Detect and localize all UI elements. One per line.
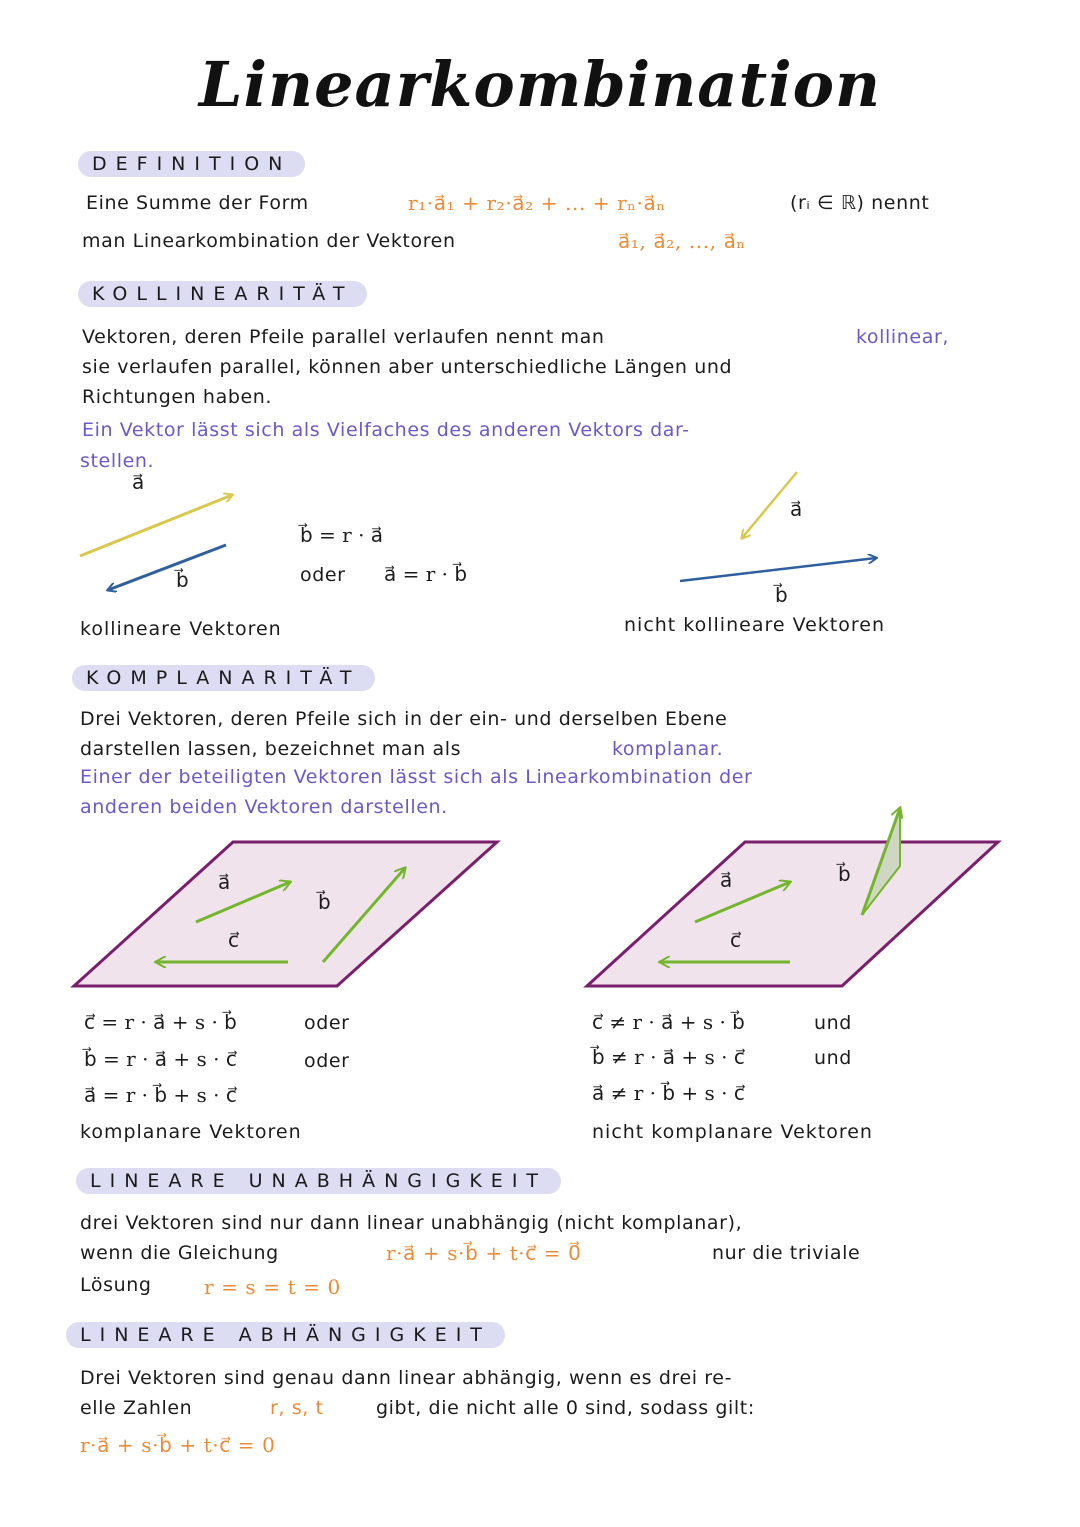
collinear-oder: oder <box>300 564 346 586</box>
noncoplanar-conj-2: und <box>814 1047 852 1069</box>
definition-text-line2: man Linearkombination der Vektoren <box>82 230 456 252</box>
plane-left-label-a: a⃗ <box>218 870 231 894</box>
komplanar-text-1b: darstellen lassen, bezeichnet man als <box>80 738 462 760</box>
abh-equation: r·a⃗ + s·b⃗ + t·c⃗ = 0 <box>80 1433 276 1457</box>
page-title: Linearkombination <box>198 48 882 121</box>
unabh-text-3a: Lösung <box>80 1274 152 1296</box>
collinear-vector-a <box>80 495 232 556</box>
section-header-kollinearitaet: KOLLINEARITÄT <box>78 281 367 307</box>
plane-right <box>587 842 998 986</box>
unabh-text-2a: wenn die Gleichung <box>80 1242 279 1264</box>
caption-noncollinear: nicht kollineare Vektoren <box>624 614 885 636</box>
kollinear-text-1b: sie verlaufen parallel, können aber unterschiedliche Längen und <box>82 356 733 378</box>
komplanar-text-1a: Drei Vektoren, deren Pfeile sich in der ein- und derselben Ebene <box>80 708 728 730</box>
definition-text-line1: Eine Summe der Form <box>86 192 309 214</box>
coplanar-eq-2: b⃗ = r · a⃗ + s · c⃗ <box>84 1047 237 1071</box>
komplanar-text-2b: anderen beiden Vektoren darstellen. <box>80 796 448 818</box>
noncoplanar-eq-2: b⃗ ≠ r · a⃗ + s · c⃗ <box>592 1045 745 1069</box>
kollinear-text-1c: Richtungen haben. <box>82 386 273 408</box>
abh-text-2b: gibt, die nicht alle 0 sind, sodass gilt: <box>376 1397 755 1419</box>
unabh-solution: r = s = t = 0 <box>204 1275 341 1299</box>
definition-vectors: a⃗₁, a⃗₂, ..., a⃗ₙ <box>618 229 746 253</box>
noncollinear-vector-a <box>742 472 797 538</box>
coplanar-eq-1: c⃗ = r · a⃗ + s · b⃗ <box>84 1010 237 1034</box>
abh-text-2a: elle Zahlen <box>80 1397 193 1419</box>
unabh-equation: r·a⃗ + s·b⃗ + t·c⃗ = 0⃗ <box>386 1241 582 1265</box>
collinear-equation-2: a⃗ = r · b⃗ <box>384 562 468 586</box>
noncoplanar-conj-1: und <box>814 1012 852 1034</box>
noncoplanar-eq-1: c⃗ ≠ r · a⃗ + s · b⃗ <box>592 1010 745 1034</box>
unabh-text-2b: nur die triviale <box>712 1242 861 1264</box>
plane-left-label-c: c⃗ <box>228 928 239 952</box>
section-header-komplanaritaet: KOMPLANARITÄT <box>72 665 375 691</box>
plane-left <box>74 842 497 986</box>
caption-collinear: kollineare Vektoren <box>80 618 282 640</box>
collinear-label-a: a⃗ <box>132 470 145 494</box>
plane-left-label-b: b⃗ <box>318 890 331 914</box>
definition-condition: (rᵢ ∈ ℝ) nennt <box>790 192 930 214</box>
collinear-label-b: b⃗ <box>176 568 189 592</box>
komplanar-term: komplanar. <box>612 738 724 760</box>
section-header-unabhaengigkeit: LINEARE UNABHÄNGIGKEIT <box>76 1168 561 1194</box>
coplanar-conj-2: oder <box>304 1050 350 1072</box>
caption-coplanar: komplanare Vektoren <box>80 1121 302 1143</box>
plane-right-label-a: a⃗ <box>720 868 733 892</box>
collinear-equation-1: b⃗ = r · a⃗ <box>300 523 384 547</box>
coplanar-eq-3: a⃗ = r · b⃗ + s · c⃗ <box>84 1083 237 1107</box>
caption-noncoplanar: nicht komplanare Vektoren <box>592 1121 873 1143</box>
unabh-text-1: drei Vektoren sind nur dann linear unabhängig (nicht komplanar), <box>80 1212 743 1234</box>
coplanar-conj-1: oder <box>304 1012 350 1034</box>
kollinear-term: kollinear, <box>856 326 950 348</box>
kollinear-text-2b: stellen. <box>80 450 155 472</box>
plane-right-label-c: c⃗ <box>730 928 741 952</box>
section-header-definition: DEFINITION <box>78 151 305 177</box>
noncoplanar-eq-3: a⃗ ≠ r · b⃗ + s · c⃗ <box>592 1081 745 1105</box>
noncollinear-label-a: a⃗ <box>790 497 803 521</box>
abh-text-1: Drei Vektoren sind genau dann linear abhängig, wenn es drei re- <box>80 1367 733 1389</box>
abh-vars: r, s, t <box>270 1397 324 1419</box>
collinear-vector-b <box>108 545 226 590</box>
komplanar-text-2a: Einer der beteiligten Vektoren lässt sich als Linearkombination der <box>80 766 753 788</box>
definition-formula: r₁·a⃗₁ + r₂·a⃗₂ + ... + rₙ·a⃗ₙ <box>408 191 666 215</box>
noncollinear-label-b: b⃗ <box>775 583 788 607</box>
kollinear-text-2a: Ein Vektor lässt sich als Vielfaches des anderen Vektors dar- <box>82 419 690 441</box>
section-header-abhaengigkeit: LINEARE ABHÄNGIGKEIT <box>66 1322 505 1348</box>
plane-right-label-b: b⃗ <box>838 862 851 886</box>
noncollinear-vector-b <box>680 558 876 581</box>
kollinear-text-1a: Vektoren, deren Pfeile parallel verlaufen nennt man <box>82 326 605 348</box>
